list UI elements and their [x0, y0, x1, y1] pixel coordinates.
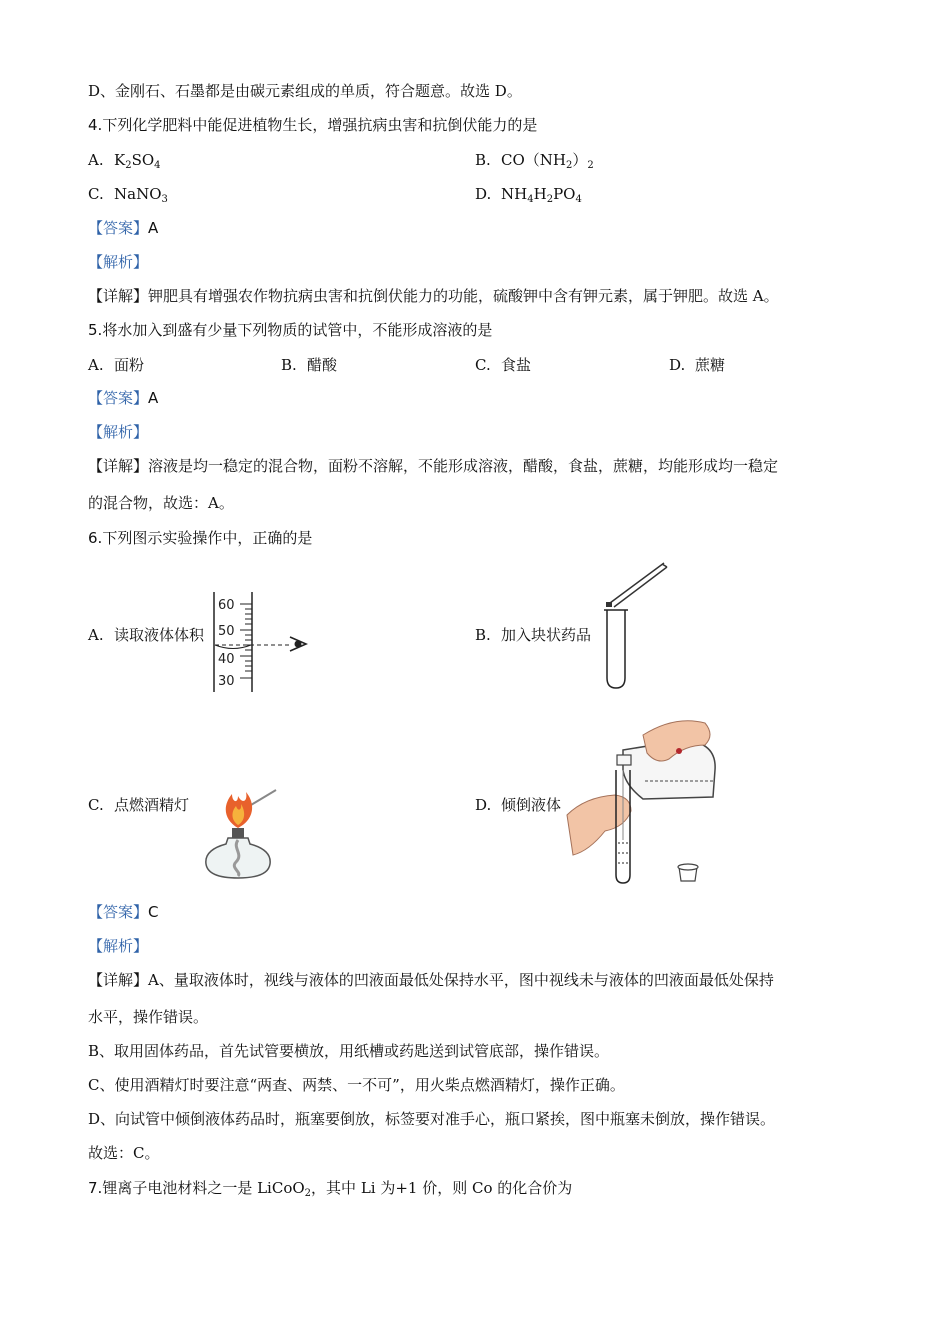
cylinder-mark-30: 30	[218, 674, 235, 689]
q6-answer: 【答案】C	[88, 903, 159, 921]
q5-option-a: A. 面粉	[88, 356, 145, 374]
q7-stem: 7.锂离子电池材料之一是 LiCoO$_2$，其中 Li 为+1 价，则 Co 的化合价为	[88, 1179, 573, 1199]
hand-icon	[567, 795, 631, 855]
q5-analysis-tag: 【解析】	[88, 423, 149, 441]
q5-stem: 5.将水加入到盛有少量下列物质的试管中，不能形成溶液的是	[88, 321, 493, 339]
flame-icon	[226, 792, 252, 828]
q6-option-d: D. 倾倒液体	[475, 796, 562, 814]
q4-stem-text: 下列化学肥料中能促进植物生长，增强抗病虫害和抗倒伏能力的是	[102, 116, 538, 134]
q4-option-b: B. $CO(NH_2)_2$	[475, 151, 594, 171]
q6-detail-b: B、取用固体药品，首先试管要横放，用纸槽或药匙送到试管底部，操作错误。	[88, 1042, 610, 1060]
graduated-cylinder-figure	[208, 590, 318, 695]
q4-option-a: A. $K_2SO_4$	[88, 151, 161, 171]
q4-analysis-tag: 【解析】	[88, 253, 149, 271]
eye-icon	[290, 637, 306, 651]
cylinder-mark-40: 40	[218, 652, 235, 667]
q5-detail-2: 的混合物，故选：A。	[88, 494, 234, 512]
pouring-liquid-figure	[565, 715, 725, 890]
q6-option-b: B. 加入块状药品	[475, 626, 592, 644]
q6-analysis-tag: 【解析】	[88, 937, 149, 955]
stopper-icon	[678, 864, 698, 881]
prev-answer-d-line: D、金刚石、石墨都是由碳元素组成的单质，符合题意。故选 D。	[88, 82, 522, 100]
q6-detail-c: C、使用酒精灯时要注意“两查、两禁、一不可”，用火柴点燃酒精灯，操作正确。	[88, 1076, 625, 1094]
q6-detail-2: 水平，操作错误。	[88, 1008, 209, 1026]
q6-detail-d: D、向试管中倾倒液体药品时，瓶塞要倒放，标签要对准手心，瓶口紧挨，图中瓶塞未倒放，操作错误。	[88, 1110, 776, 1128]
cylinder-mark-50: 50	[218, 624, 235, 639]
q4-stem: 4.下列化学肥料中能促进植物生长，增强抗病虫害和抗倒伏能力的是	[88, 116, 538, 134]
q5-option-b: B. 醋酸	[281, 356, 338, 374]
q4-option-d: D. $NH_4H_2PO_4$	[475, 185, 582, 205]
q4-detail: 【详解】钾肥具有增强农作物抗病虫害和抗倒伏能力的功能，硫酸钾中含有钾元素，属于钾肥。故选 A。	[88, 287, 779, 305]
tweezers-icon	[606, 563, 667, 607]
q6-option-c: C. 点燃酒精灯	[88, 796, 190, 814]
cylinder-mark-60: 60	[218, 598, 235, 613]
q6-stem: 6.下列图示实验操作中，正确的是	[88, 529, 313, 547]
q5-answer: 【答案】A	[88, 389, 159, 407]
alcohol-lamp-figure	[198, 780, 280, 885]
q5-stem-text: 将水加入到盛有少量下列物质的试管中，不能形成溶液的是	[102, 321, 493, 339]
answer-tag: 【答案】	[88, 219, 149, 237]
q6-option-a: A. 读取液体体积	[88, 626, 205, 644]
q4-option-c: C. NaNO$_3$	[88, 185, 168, 205]
q6-detail-1: 【详解】A、量取液体时，视线与液体的凹液面最低处保持水平，图中视线未与液体的凹液面最低处保持	[88, 971, 774, 989]
test-tube-tweezers-figure	[600, 560, 675, 692]
q5-option-c: C. 食盐	[475, 356, 532, 374]
detail-tag: 【详解】	[88, 287, 149, 305]
q4-number: 4	[88, 116, 98, 134]
q6-conclusion: 故选：C。	[88, 1144, 160, 1162]
answer-value: A	[148, 219, 159, 237]
q5-detail-1: 【详解】溶液是均一稳定的混合物，面粉不溶解，不能形成溶液，醋酸，食盐，蔗糖，均能形成均一稳定	[88, 457, 779, 475]
q5-option-d: D. 蔗糖	[669, 356, 726, 374]
q5-number: 5	[88, 321, 98, 339]
q4-answer	[88, 218, 158, 238]
